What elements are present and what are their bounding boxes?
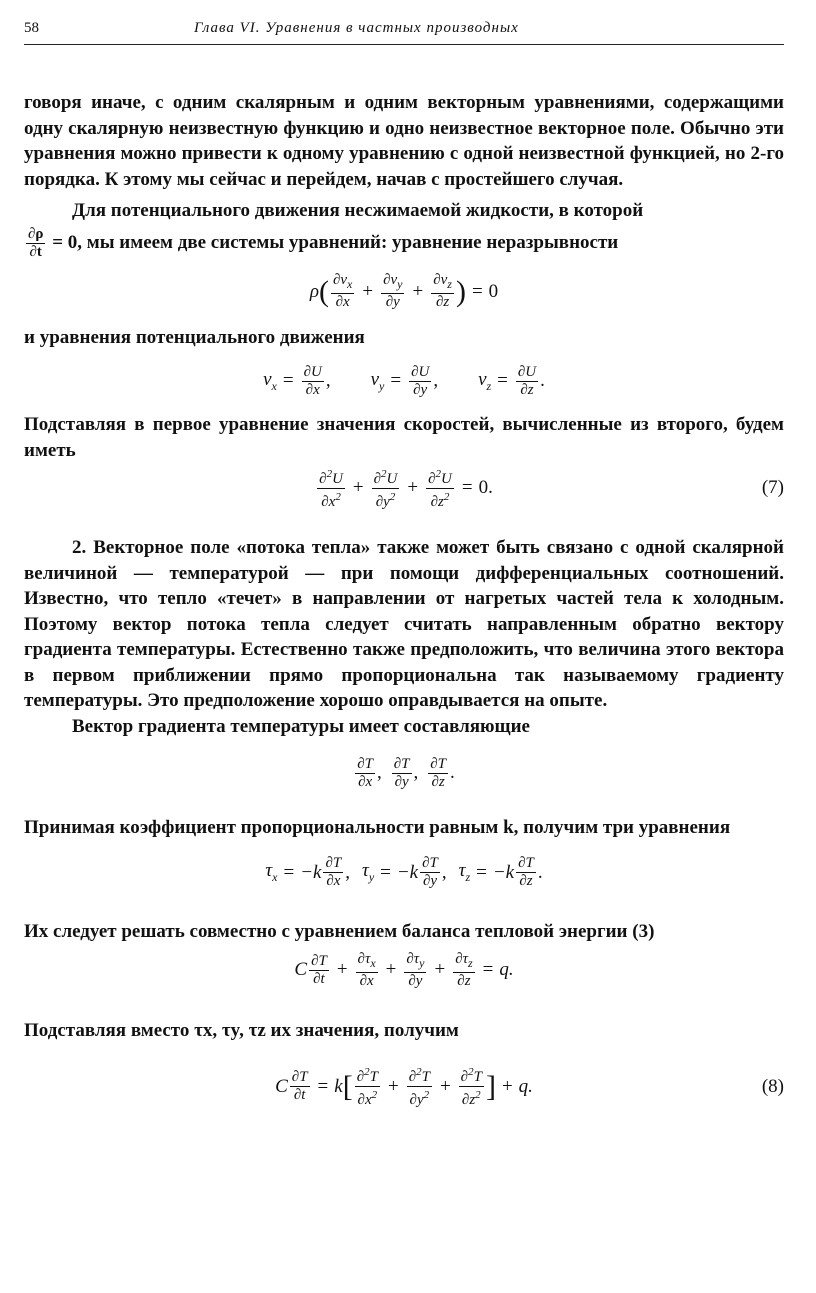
equation-number-7: (7) <box>761 477 784 498</box>
heat-equation: C $\frac{\partial T}{\partial t}$ = k [ $\frac{\partial^2T}{\partial x^2}$ + $\frac{\partial^2T}{\partial y^2}$ + $\frac{\partial^2T}{\partial z^2}$ ] + q. (8) <box>275 1066 784 1108</box>
page-number: 58 <box>24 20 39 36</box>
paragraph-9: Подставляя вместо τx, τy, τz их значения, получим <box>24 1020 459 1041</box>
laplace-equation: $\frac{\partial^2U}{\partial x^2}$ + $\frac{\partial^2U}{\partial y^2}$ + $\frac{\partial^2U}{\partial z^2}$ = 0. (7) <box>319 467 784 510</box>
paragraph-3: и уравнения потенциального движения <box>24 326 365 348</box>
gradient-components: $\frac{\partial T}{\partial x}$ , $\frac{\partial T}{\partial y}$ , $\frac{\partial T}{\partial z}$ . <box>357 755 455 790</box>
continuity-equation: ρ ( $\frac{\partial v_x}{\partial x}$ + $\frac{\partial v_y}{\partial y}$ + $\frac{\partial v_z}{\partial z}$ ) = 0 <box>309 272 499 310</box>
running-header <box>24 18 784 45</box>
equation-number-8: (8) <box>761 1075 784 1097</box>
paragraph-2-cont <box>24 226 784 261</box>
paragraph-2-start: Для потенциального движения несжимаемой жидкости, в которой <box>72 200 644 221</box>
page <box>24 18 784 1112</box>
paragraph-4: Подставляя в первое уравнение значения скоростей, вычисленные из второго, будем иметь <box>24 414 784 461</box>
paragraph-2-rest: = 0, мы имеем две системы уравнений: уравнение неразрывности <box>52 231 619 253</box>
paragraph-2 <box>24 198 784 224</box>
section-number: 2. <box>72 537 87 558</box>
energy-balance-equation: C $\frac{\partial T}{\partial t}$ + $\frac{\partial\tau_x}{\partial x}$ + $\frac{\partial\tau_y}{\partial y}$ + $\frac{\partial\tau_z}{\partial z}$ = q. <box>294 950 514 989</box>
paragraph-6: Вектор градиента температуры имеет составляющие <box>72 715 530 737</box>
potential-motion-equations: $v_x$ = $\frac{\partial U}{\partial x}$ , $v_y$ = $\frac{\partial U}{\partial y}$ , $v_z$ = $\frac{\partial U}{\partial z}$ . <box>263 363 545 398</box>
drho-dt-fraction <box>26 226 45 261</box>
paragraph-7: Принимая коэффициент пропорциональности равным k, получим три уравнения <box>24 817 731 838</box>
paragraph-5-text: Векторное поле «потока тепла» также может быть связано с одной скалярной величиной — температурой — при помощи дифференциальных соотношений. Известно, что тепло «течет» в направлении от нагретых частей тела к холодным. Поэтому вектор потока тепла следует считать направленным обратно вектору градиента температуры. Естественно также предположить, что величина этого вектора в первом приближении прямо пропорциональна так называемому градиенту температуры. Это предположение хорошо оправдывается на опыте. <box>24 537 785 711</box>
paragraph-8: Их следует решать совместно с уравнением баланса тепловой энергии (3) <box>24 920 655 942</box>
paragraph-1: говоря иначе, с одним скалярным и одним векторным уравнениями, содержащими одну скалярную неизвестную функцию и одно неизвестное векторное поле. Обычно эти уравнения можно привести к одному уравнению с одной неизвестной функцией, но 2-го порядка. К этому мы сейчас и перейдем, начав с простейшего случая. <box>24 92 784 190</box>
fraction-denominator: ∂t <box>29 243 42 260</box>
running-title: Глава VI. Уравнения в частных производных <box>194 20 519 36</box>
paragraph-5 <box>24 535 784 714</box>
fraction-numerator: ∂ρ <box>28 225 44 242</box>
heat-flux-equations: $\tau_x$ = −k $\frac{\partial T}{\partial x}$ , $\tau_y$ = −k $\frac{\partial T}{\partial y}$ , $\tau_z$ = −k $\frac{\partial T}{\partial z}$ . <box>265 855 543 889</box>
